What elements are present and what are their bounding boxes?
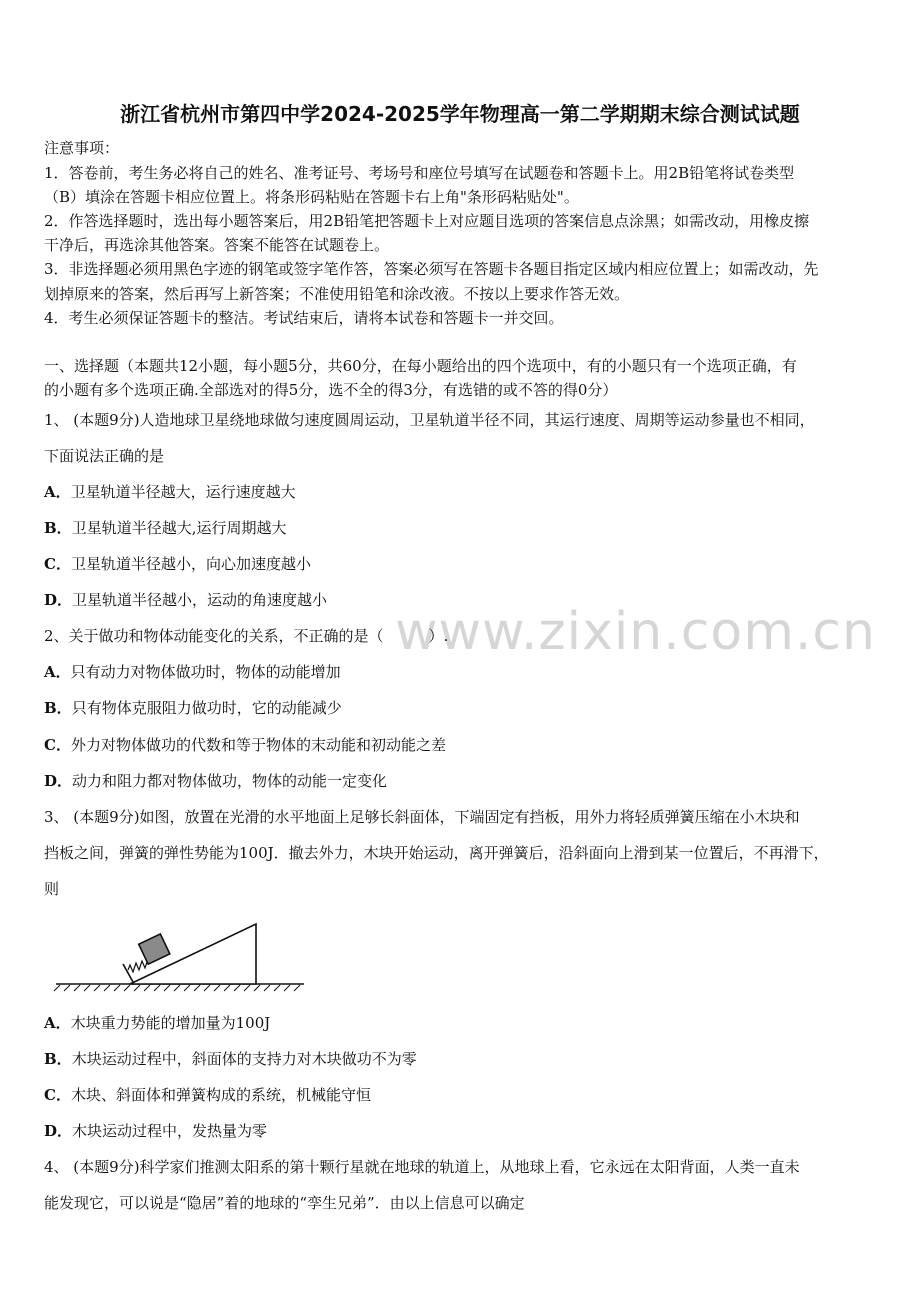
option-text: 动力和阻力都对物体做功，物体的动能一定变化: [72, 772, 388, 790]
option-text: 卫星轨道半径越小，向心加速度越小: [70, 555, 311, 573]
notice-line: 1．答卷前，考生务必将自己的姓名、准考证号、考场号和座位号填写在试题卷和答题卡上。用2B铅笔将试卷类型: [44, 164, 795, 182]
question-3-stem: 挡板之间，弹簧的弹性势能为100J．撤去外力，木块开始运动，离开弹簧后，沿斜面向上滑到某一位置后，不再滑下，: [44, 844, 829, 862]
question-1-stem: 1、 (本题9分)人造地球卫星绕地球做匀速度圆周运动，卫星轨道半径不同，其运行速度、周期等运动参量也不相同，: [44, 411, 815, 429]
question-2-option-d: [44, 771, 880, 791]
question-2-stem: 2、关于做功和物体动能变化的关系，不正确的是（ ）.: [44, 627, 449, 645]
page-title: 浙江省杭州市第四中学2024-2025学年物理高一第二学期期末综合测试试题: [120, 102, 800, 126]
notice-line: 3．非选择题必须用黑色字迹的钢笔或签字笔作答，答案必须写在答题卡各题目指定区域内相应位置上；如需改动，先: [44, 260, 819, 278]
option-text: 卫星轨道半径越小，运动的角速度越小: [72, 591, 328, 609]
section-heading: 一、选择题（本题共12小题，每小题5分，共60分，在每小题给出的四个选项中，有的小题只有一个选项正确，有: [44, 357, 797, 375]
option-key: B．: [44, 699, 72, 717]
question-3-option-d: [44, 1121, 880, 1141]
option-key: A．: [44, 483, 71, 501]
question-2-option-a: [44, 662, 880, 682]
question-3-option-c: [44, 1085, 880, 1105]
question-2-option-c: [44, 735, 880, 755]
ground-hatch: [54, 985, 300, 991]
baffle-plate: [123, 964, 133, 982]
question-3-option-b: [44, 1049, 880, 1069]
option-text: 只有动力对物体做功时，物体的动能增加: [70, 663, 341, 681]
option-text: 木块运动过程中，斜面体的支持力对木块做功不为零: [71, 1050, 417, 1068]
option-key: D．: [44, 1122, 73, 1140]
question-3-option-a: [44, 1013, 880, 1033]
option-key: D．: [44, 772, 73, 790]
notice-line: 2．作答选择题时，选出每小题答案后，用2B铅笔把答题卡上对应题目选项的答案信息点涂黑；如需改动，用橡皮擦: [44, 212, 810, 230]
option-text: 木块、斜面体和弹簧构成的系统，机械能守恒: [70, 1086, 371, 1104]
option-text: 只有物体克服阻力做功时，它的动能减少: [71, 699, 342, 717]
option-key: D．: [44, 591, 73, 609]
option-key: A．: [44, 663, 71, 681]
question-1-stem: 下面说法正确的是: [44, 447, 165, 465]
option-key: B．: [44, 1050, 72, 1068]
question-2-option-b: [44, 698, 880, 718]
notice-line: 划掉原来的答案，然后再写上新答案；不准使用铅笔和涂改液。不按以上要求作答无效。: [44, 285, 630, 303]
notice-line: （B）填涂在答题卡相应位置上。将条形码粘贴在答题卡右上角"条形码粘贴处"。: [44, 188, 579, 206]
notice-line: 4．考生必须保证答题卡的整洁。考试结束后，请将本试卷和答题卡一并交回。: [44, 309, 564, 327]
section-heading: 的小题有多个选项正确.全部选对的得5分，选不全的得3分，有选错的或不答的得0分）: [44, 381, 618, 399]
option-text: 卫星轨道半径越大，运行速度越大: [70, 483, 296, 501]
option-key: B．: [44, 519, 72, 537]
notice-heading: 注意事项：: [44, 139, 120, 157]
notice-line: 干净后，再选涂其他答案。答案不能答在试题卷上。: [44, 236, 390, 254]
option-key: C．: [44, 736, 71, 754]
question-3-stem: 3、 (本题9分)如图，放置在光滑的水平地面上足够长斜面体，下端固定有挡板，用外力将轻质弹簧压缩在小木块和: [44, 808, 800, 826]
question-4-stem: 4、 (本题9分)科学家们推测太阳系的第十颗行星就在地球的轨道上，从地球上看，它永远在太阳背面，人类一直未: [44, 1158, 800, 1176]
question-1-option-a: [44, 482, 880, 502]
option-key: C．: [44, 555, 71, 573]
option-text: 木块运动过程中，发热量为零: [72, 1122, 268, 1140]
option-key: A．: [44, 1014, 71, 1032]
option-text: 卫星轨道半径越大,运行周期越大: [71, 519, 287, 537]
question-3-stem: 则: [44, 880, 60, 898]
question-4-stem: 能发现它，可以说是“隐居”着的地球的“孪生兄弟”．由以上信息可以确定: [44, 1194, 525, 1212]
wood-block: [139, 934, 170, 964]
incline-spring-figure: [42, 912, 312, 994]
option-text: 外力对物体做功的代数和等于物体的末动能和初动能之差: [70, 736, 446, 754]
watermark: www.zixin.com.cn: [395, 602, 876, 662]
question-1-option-c: [44, 554, 880, 574]
question-1-option-b: [44, 518, 880, 538]
option-key: C．: [44, 1086, 71, 1104]
spring: [128, 959, 148, 972]
option-text: 木块重力势能的增加量为100J: [70, 1014, 271, 1032]
